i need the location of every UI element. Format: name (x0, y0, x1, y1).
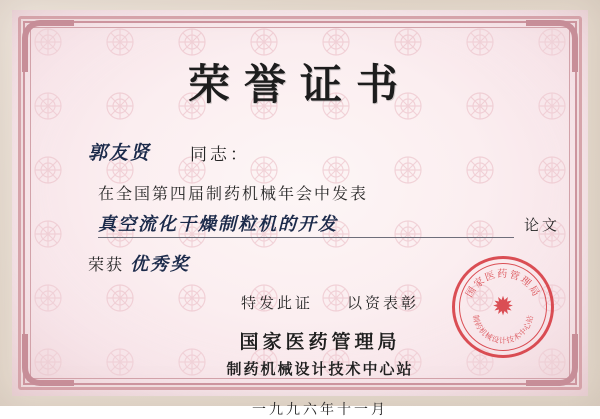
recipient-name: 郭友贤 (88, 142, 152, 164)
paper-title: 真空流化干燥制粒机的开发 (98, 210, 514, 238)
seal-star-icon: ✹ (492, 292, 514, 322)
award-prefix: 荣获 (88, 255, 125, 274)
slogan-left: 特发此证 (240, 294, 313, 312)
recipient-row (40, 138, 560, 165)
paper-row (40, 210, 560, 238)
award-name: 优秀奖 (130, 254, 191, 275)
official-seal (452, 256, 554, 358)
svg-text:国家医药管理局: 国家医药管理局 (464, 269, 542, 300)
certificate-title: 荣誉证书 (187, 60, 412, 109)
comrade-suffix: 同志： (190, 145, 250, 165)
body-line: 在全国第四届制药机械年会中发表 (98, 184, 369, 203)
issue-date: 一九九六年十一月 (252, 402, 388, 418)
svg-text:制药机械设计技术中心站: 制药机械设计技术中心站 (470, 313, 536, 345)
paper-label: 论文 (523, 216, 560, 234)
issuer-line-2: 制药机械设计技术中心站 (226, 360, 414, 378)
slogan-right: 以资表彰 (347, 294, 420, 312)
issuer-line-1: 国家医药管理局 (239, 331, 401, 353)
